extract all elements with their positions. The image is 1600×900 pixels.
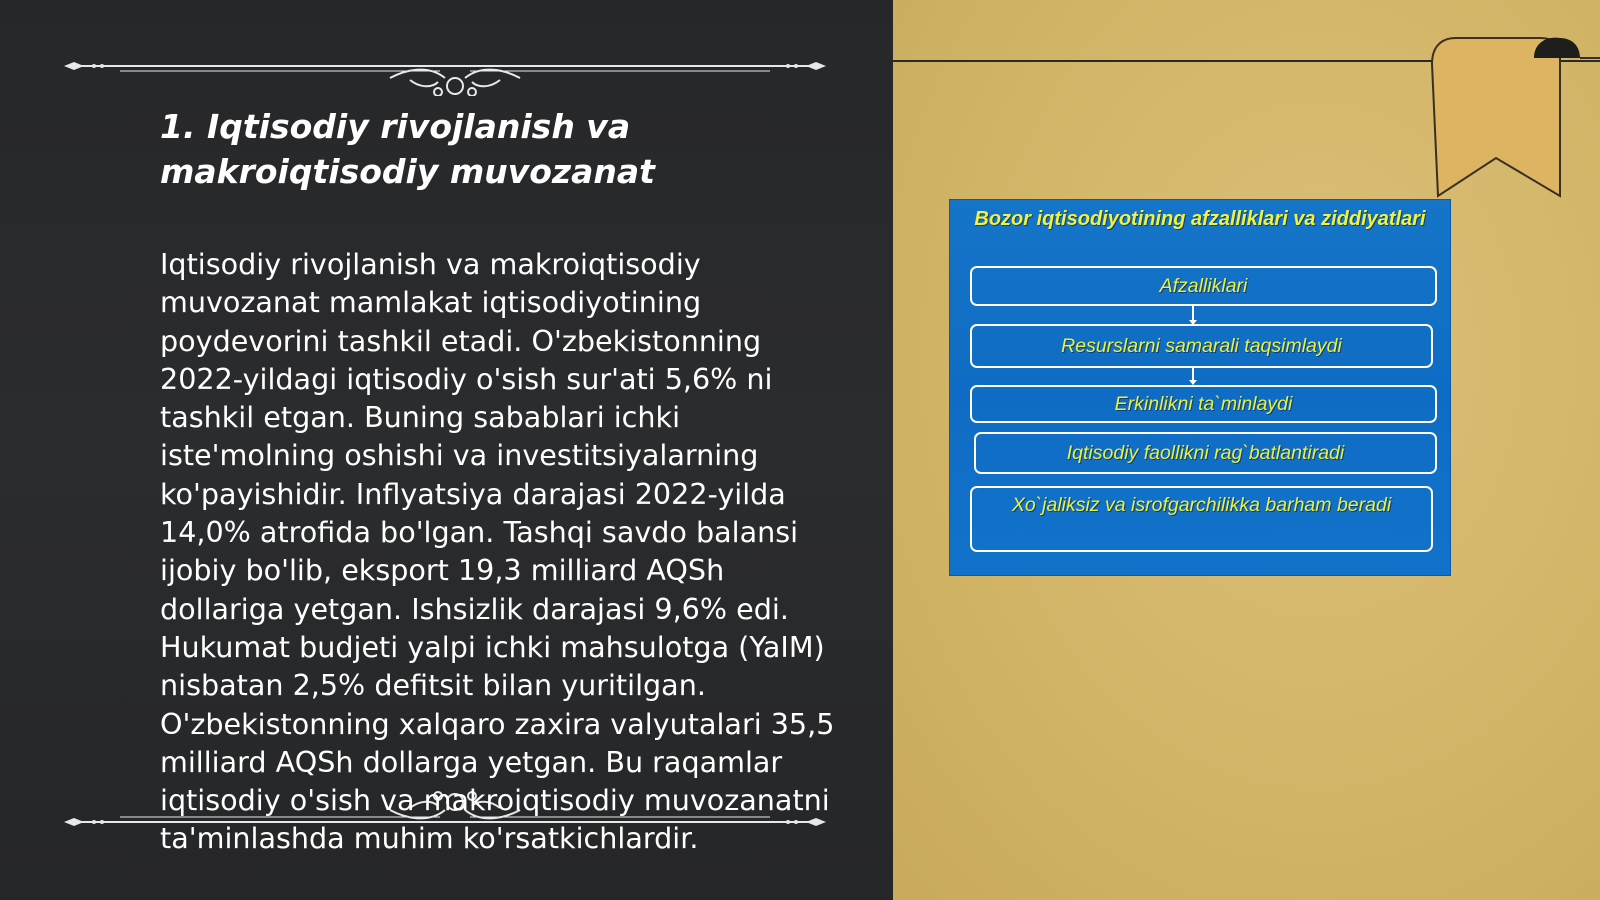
- diagram-arrow: [1192, 306, 1194, 324]
- top-ornament-divider: [60, 36, 830, 96]
- diagram-node-activity: [974, 432, 1437, 474]
- diagram-node-waste: [970, 486, 1433, 552]
- diagram-node-label: Xo`jaliksiz va isrofgarchilikka barham beradi: [1011, 494, 1392, 516]
- diagram-arrow: [1192, 368, 1194, 384]
- diagram-title: Bozor iqtisodiyotining afzalliklari va ziddiyatlari: [974, 208, 1426, 230]
- diagram-node-advantages: [970, 266, 1437, 306]
- slide-title: 1. Iqtisodiy rivojlanish va makroiqtisodiy muvozanat: [160, 107, 655, 191]
- diagram-node-label: Erkinlikni ta`minlaydi: [1114, 393, 1293, 415]
- diagram-node-label: Resurslarni samarali taqsimlaydi: [1061, 335, 1342, 357]
- diagram-node-label: Afzalliklari: [1159, 275, 1248, 297]
- market-economy-diagram: [950, 200, 1450, 575]
- bookmark-ribbon-icon: [1430, 34, 1600, 200]
- diagram-node-label: Iqtisodiy faollikni rag`batlantiradi: [1066, 442, 1345, 464]
- diagram-node-resources: [970, 324, 1433, 368]
- slide-body-text: Iqtisodiy rivojlanish va makroiqtisodiy muvozanat mamlakat iqtisodiyotining poydevorini tashkil etadi. O'zbekistonning 2022-yildagi iqtisodiy o'sish sur'ati 5,6% ni tashkil etgan. Buning sabablari ichki iste'molning oshishi va investitsiyalarning ko'payishidir. Inflyatsiya darajasi 2022-yilda 14,0% atrofida bo'lgan. Tashqi savdo balansi ijobiy bo'lib, eksport 19,3 milliard AQSh dollariga yetgan. Ishsizlik darajasi 9,6% edi. Hukumat budjeti yalpi ichki mahsulotga (YaIM) nisbatan 2,5% defitsit bilan yuritilgan. O'zbekistonning xalqaro zaxira valyutalari 35,5 milliard AQSh dollarga yetgan. Bu raqamlar iqtisodiy o'sish va makroiqtisodiy muvozanatni ta'minlashda muhim ko'rsatkichlardir.: [160, 247, 835, 856]
- diagram-node-freedom: [970, 385, 1437, 423]
